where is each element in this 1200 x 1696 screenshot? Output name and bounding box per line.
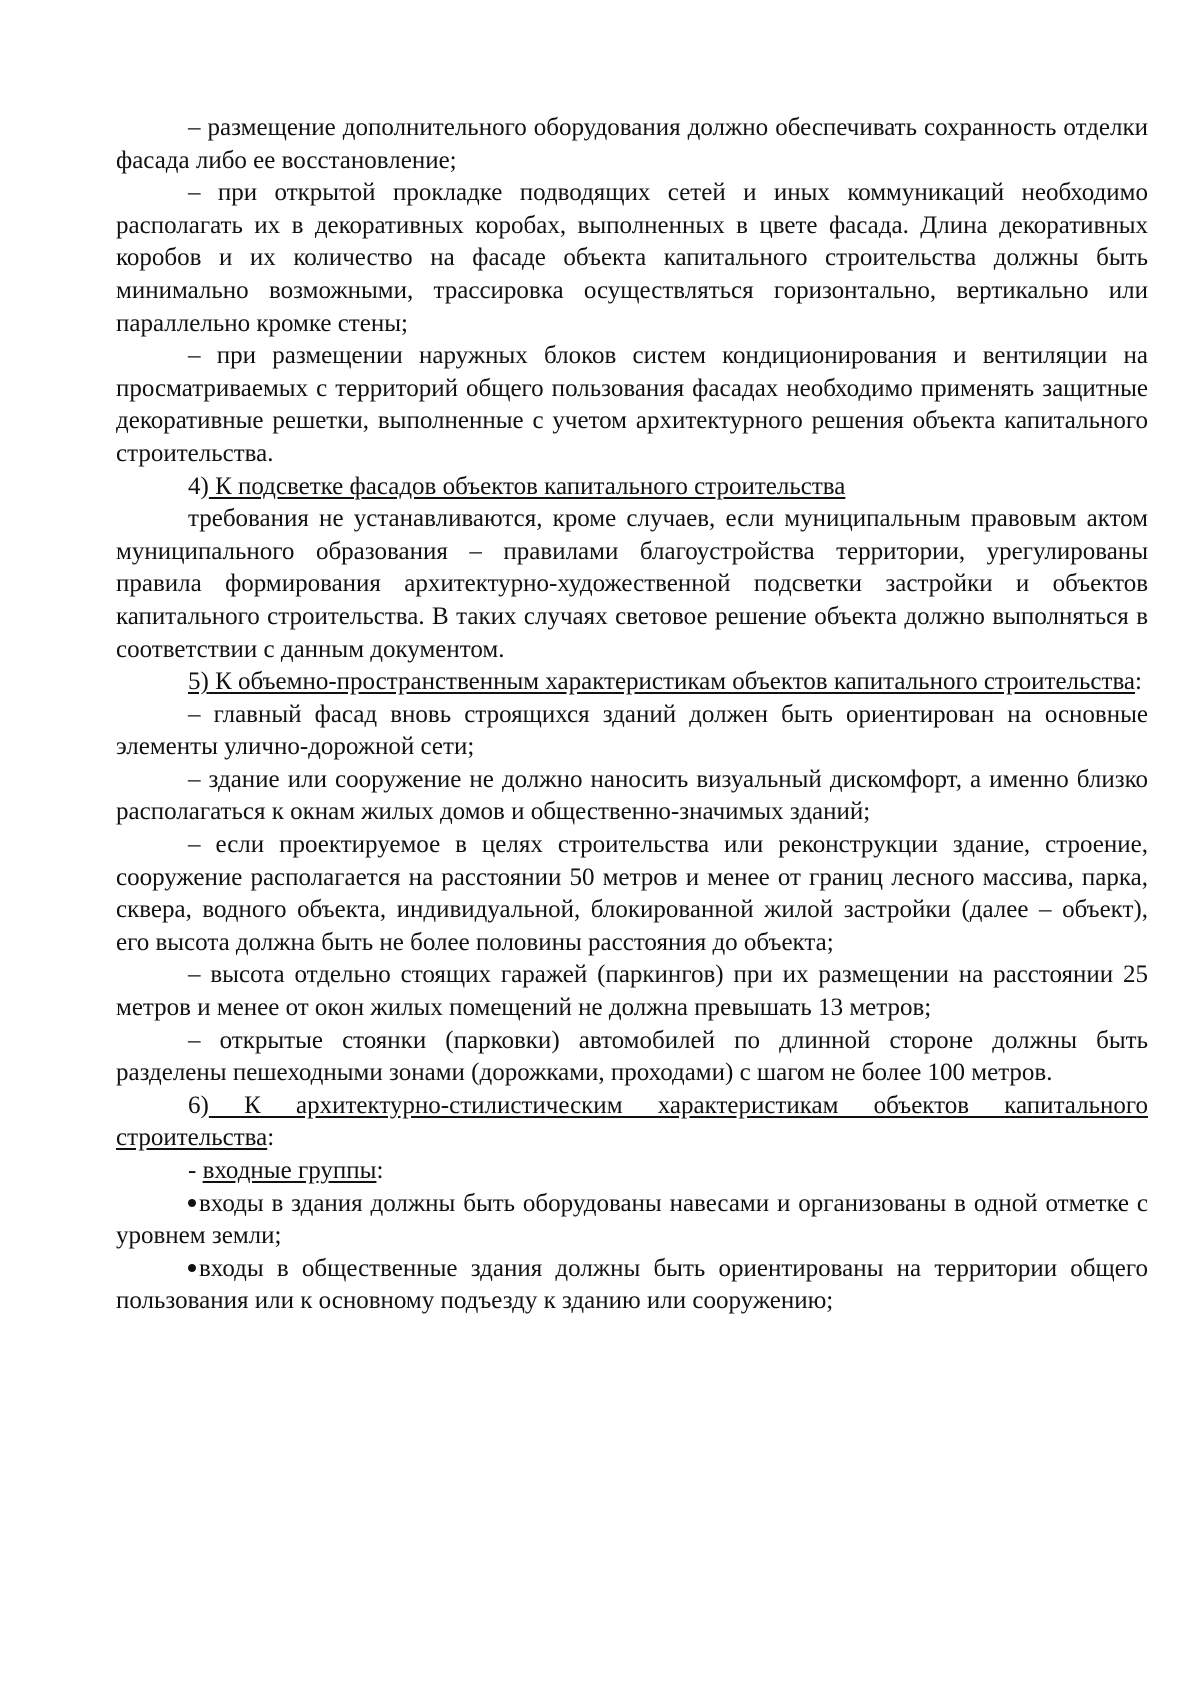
paragraph-equipment-placement: – размещение дополнительного оборудования должно обеспечивать сохранность отделки фасада либо ее восстановление; xyxy=(116,114,1148,174)
section-title-5: К объемно-пространственным характеристикам объектов капитального строительства xyxy=(208,668,1136,696)
section-title-4: К подсветке фасадов объектов капитального строительства xyxy=(208,472,846,500)
bullet-icon xyxy=(188,1264,196,1272)
paragraph-visual-discomfort: – здание или сооружение не должно наносить визуальный дискомфорт, а именно близко располагаться к окнам жилых домов и общественно-значимых зданий; xyxy=(116,765,1148,826)
section-tail-6: : xyxy=(267,1124,275,1152)
entrance-groups-tail: : xyxy=(376,1157,384,1184)
section-tail-5: : xyxy=(1135,668,1142,696)
section-number-5: 5) xyxy=(188,668,209,696)
section-number-6: 6) xyxy=(188,1091,209,1119)
bullet-icon xyxy=(188,1199,196,1207)
paragraph-garages-height: – высота отдельно стоящих гаражей (паркингов) при их размещении на расстоянии 25 метров и менее от окон жилых помещений не должна превышать 13 метров; xyxy=(116,961,1148,1022)
section-heading-5 xyxy=(116,666,1148,699)
bullet-item xyxy=(116,1253,1148,1318)
section-number-4: 4) xyxy=(188,472,209,500)
section-heading-4 xyxy=(116,471,1148,504)
entrance-groups-heading xyxy=(116,1155,1148,1188)
document-page xyxy=(116,112,1148,1318)
paragraph-height-distance: – если проектируемое в целях строительства или реконструкции здание, строение, сооружение располагается на расстоянии 50 метров и менее от границ лесного массива, парка, сквера, водного объекта, индивидуальной, блокированной жилой застройки (далее – объект), его высота должна быть не более половины расстояния до объекта; xyxy=(116,831,1148,956)
paragraph-open-parking: – открытые стоянки (парковки) автомобилей по длинной стороне должны быть разделены пешеходными зонами (дорожками, проходами) с шагом не более 100 метров. xyxy=(116,1026,1148,1087)
section-heading-6 xyxy=(116,1090,1148,1155)
bullet-text: входы в общественные здания должны быть ориентированы на территории общего пользования или к основному подъезду к зданию или сооружению; xyxy=(116,1254,1148,1315)
paragraph-open-networks: – при открытой прокладке подводящих сетей и иных коммуникаций необходимо располагать их в декоративных коробах, выполненных в цвете фасада. Длина декоративных коробов и их количество на фасаде объекта капитального строительства должны быть минимально возможными, трассировка осуществляться горизонтально, вертикально или параллельно кромке стены; xyxy=(116,179,1148,337)
bullet-item xyxy=(116,1188,1148,1253)
entrance-dash: - xyxy=(188,1157,203,1184)
entrance-groups-label: входные группы xyxy=(202,1157,377,1184)
paragraph-ventilation-blocks: – при размещении наружных блоков систем кондиционирования и вентиляции на просматриваемых с территорий общего пользования фасадах необходимо применять защитные декоративные решетки, выполненные с учетом архитектурного решения объекта капитального строительства. xyxy=(116,342,1148,467)
paragraph-main-facade: – главный фасад вновь строящихся зданий должен быть ориентирован на основные элементы улично-дорожной сети; xyxy=(116,700,1148,761)
section-title-6: К архитектурно-стилистическим характеристикам объектов капитального строительства xyxy=(116,1091,1148,1152)
bullet-text: входы в здания должны быть оборудованы навесами и организованы в одной отметке с уровнем земли; xyxy=(116,1189,1148,1250)
paragraph-facade-lighting: требования не устанавливаются, кроме случаев, если муниципальным правовым актом муниципального образования – правилами благоустройства территории, урегулированы правила формирования архитектурно-художественной подсветки застройки и объектов капитального строительства. В таких случаях световое решение объекта должно выполняться в соответствии с данным документом. xyxy=(116,505,1148,663)
